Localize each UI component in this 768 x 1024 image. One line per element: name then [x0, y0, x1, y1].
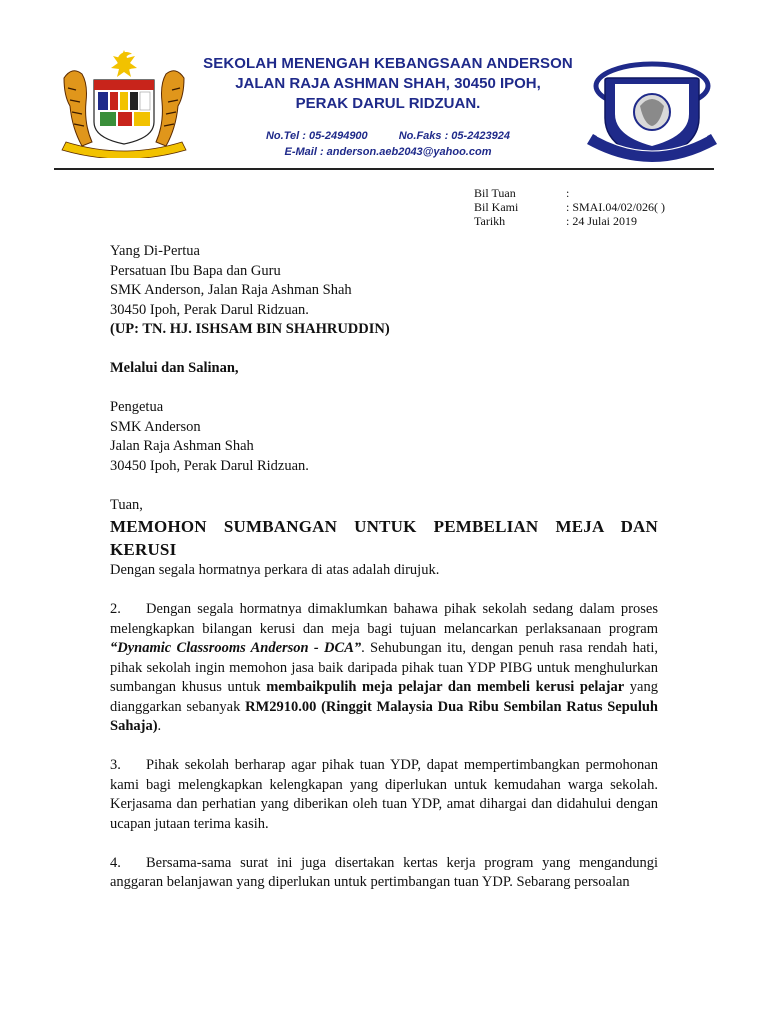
via-heading: Melalui dan Salinan,	[110, 360, 239, 376]
contact-line	[190, 128, 586, 144]
salutation: Tuan,	[110, 496, 143, 513]
via-address: Pengetua SMK Anderson Jalan Raja Ashman Shah 30450 Ipoh, Perak Darul Ridzuan.	[110, 399, 309, 474]
telephone-number: No.Tel : 05-2494900	[265, 130, 368, 142]
school-address-line1: JALAN RAJA ASHMAN SHAH, 30450 IPOH,	[235, 75, 541, 92]
paragraph-1: Dengan segala hormatnya perkara di atas adalah dirujuk.	[110, 562, 440, 578]
school-badge-icon	[585, 56, 719, 166]
reference-row: Tarikh : 24 Julai 2019	[474, 214, 637, 228]
email-address: E-Mail : anderson.aeb2043@yahoo.com	[284, 146, 492, 158]
letterhead	[0, 0, 768, 172]
attention-line: (UP: TN. HJ. ISHSAM BIN SHAHRUDDIN)	[110, 321, 390, 337]
paragraph-2: 2. Dengan segala hormatnya dimaklumkan bahawa pihak sekolah sedang dalam proses melengkapkan bilangan kerusi dan meja bagi tujuan melancarkan perlaksanaan program “Dynamic Classrooms Anderson - DCA”. Sehubungan itu, dengan penuh rasa rendah hati, pihak sekolah ingin memohon jasa baik daripada pihak tuan YDP PIBG untuk menghulurkan sumbangan khusus untuk membaikpulih meja pelajar dan membeli kerusi pelajar yang dianggarkan sebanyak RM2910.00 (Ringgit Malaysia Dua Ribu Sembilan Ratus Sepuluh Sahaja).	[110, 601, 658, 734]
paragraph-4: 4. Bersama-sama surat ini juga disertakan kertas kerja program yang mengandungi anggaran belanjawan yang diperlukan untuk pertimbangan tuan YDP. Sebarang persoalan	[110, 854, 658, 890]
letter-body	[110, 242, 658, 912]
header-divider	[54, 168, 714, 170]
recipient-address: Yang Di-Pertua Persatuan Ibu Bapa dan Guru SMK Anderson, Jalan Raja Ashman Shah 30450 Ipoh, Perak Darul Ridzuan. (UP: TN. HJ. ISHSAM BIN SHAHRUDDIN)	[110, 242, 658, 340]
school-address-line2: PERAK DARUL RIDZUAN.	[295, 95, 481, 112]
coat-of-arms-icon	[54, 48, 194, 158]
paragraph-3: 3. Pihak sekolah berharap agar pihak tuan YDP, dapat mempertimbangkan permohonan kami bagi melengkapkan kelengkapan yang diperlukan untuk kemudahan warga sekolah. Kerjasama dan perhatian yang diberikan oleh tuan YDP, amat dihargai dan didahului dengan ucapan jutaan terima kasih.	[110, 757, 658, 832]
fax-number: No.Faks : 05-2423924	[398, 130, 511, 142]
reference-block	[474, 186, 665, 228]
school-name: SEKOLAH MENENGAH KEBANGSAAN ANDERSON	[203, 55, 573, 72]
reference-row: Bil Kami : SMAI.04/02/026( )	[474, 200, 665, 214]
program-name: “Dynamic Classrooms Anderson - DCA”	[110, 640, 362, 656]
reference-row: Bil Tuan :	[474, 186, 570, 200]
letter-subject: MEMOHON SUMBANGAN UNTUK PEMBELIAN MEJA DAN KERUSI	[110, 517, 658, 559]
letterhead-text	[190, 54, 586, 160]
amount: RM2910.00 (Ringgit Malaysia Dua Ribu Sembilan Ratus Sepuluh Sahaja)	[110, 698, 658, 734]
